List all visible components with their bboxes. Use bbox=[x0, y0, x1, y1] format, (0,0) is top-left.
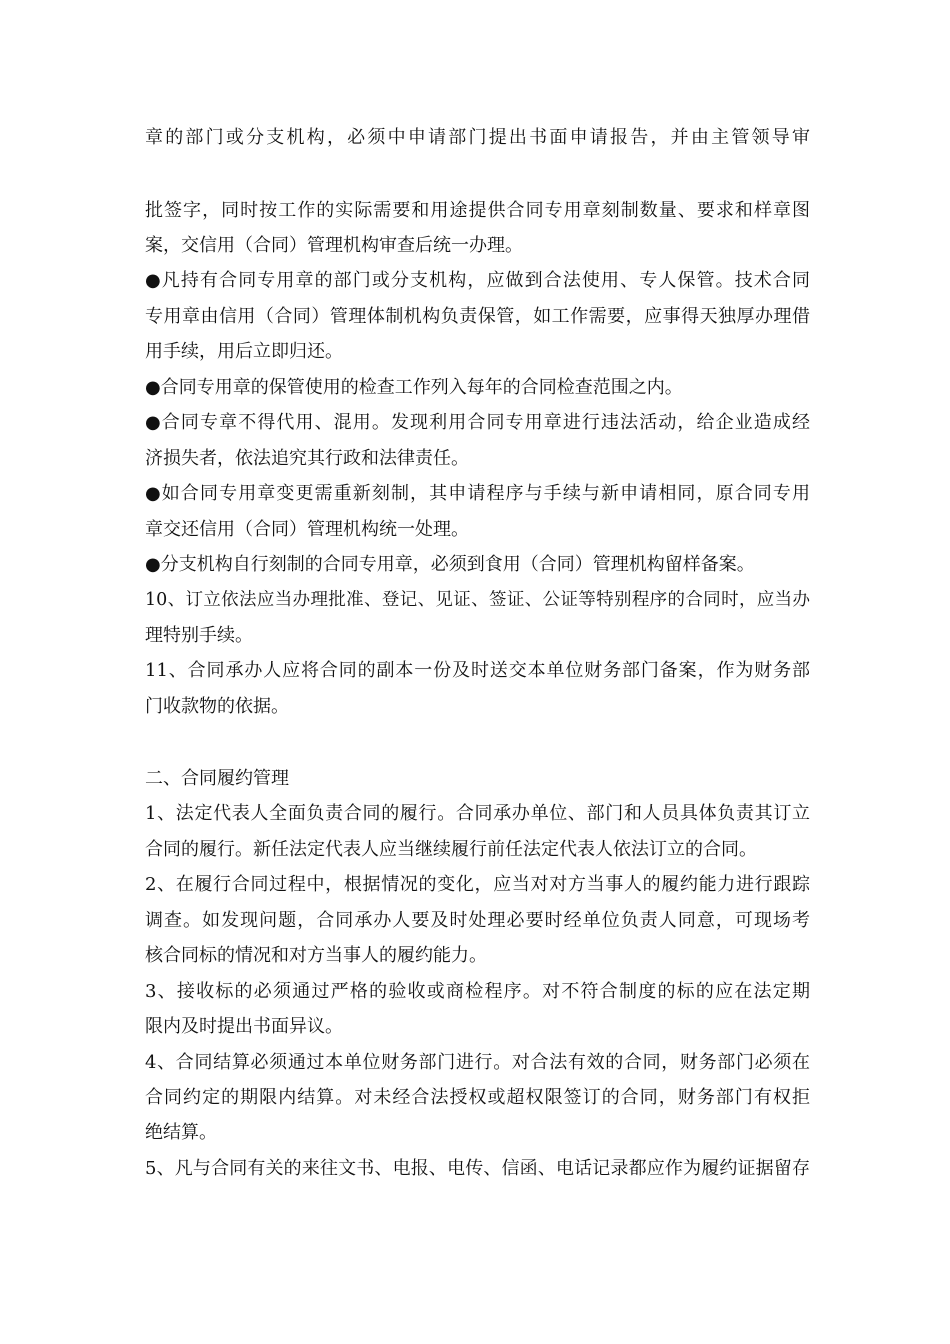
text-line: 章交还信用（合同）管理机构统一处理。 bbox=[145, 519, 469, 540]
text-line: ●分支机构自行刻制的合同专用章，必须到食用（合同）管理机构留样备案。 bbox=[145, 554, 755, 575]
text-line: 2、在履行合同过程中，根据情况的变化，应当对对方当事人的履约能力进行跟踪 bbox=[145, 874, 810, 895]
text-line: 调查。如发现问题，合同承办人要及时处理必要时经单位负责人同意，可现场考 bbox=[145, 910, 810, 931]
text-line: 限内及时提出书面异议。 bbox=[145, 1016, 343, 1037]
text-line: 济损失者，依法追究其行政和法律责任。 bbox=[145, 448, 469, 469]
text-line: 章的部门或分支机构，必须中申请部门提出书面申请报告，并由主管领导审 bbox=[145, 127, 810, 148]
text-line: 案，交信用（合同）管理机构审查后统一办理。 bbox=[145, 235, 523, 256]
text-line: 合同约定的期限内结算。对未经合法授权或超权限签订的合同，财务部门有权拒 bbox=[145, 1087, 810, 1108]
text-line: 3、接收标的必须通过严格的验收或商检程序。对不符合制度的标的应在法定期 bbox=[145, 981, 810, 1002]
text-line: 理特别手续。 bbox=[145, 625, 253, 646]
text-line: 1、法定代表人全面负责合同的履行。合同承办单位、部门和人员具体负责其订立 bbox=[145, 803, 810, 824]
text-line: 5、凡与合同有关的来往文书、电报、电传、信函、电话记录都应作为履约证据留存 bbox=[145, 1158, 810, 1179]
text-line: ●合同专章不得代用、混用。发现利用合同专用章进行违法活动，给企业造成经 bbox=[145, 412, 810, 433]
text-line: 用手续，用后立即归还。 bbox=[145, 341, 343, 362]
text-line: 10、订立依法应当办理批准、登记、见证、签证、公证等特别程序的合同时，应当办 bbox=[145, 590, 810, 610]
text-line: 核合同标的情况和对方当事人的履约能力。 bbox=[145, 945, 487, 966]
text-line: ●合同专用章的保管使用的检查工作列入每年的合同检查范围之内。 bbox=[145, 377, 683, 398]
text-line: 批签字，同时按工作的实际需要和用途提供合同专用章刻制数量、要求和样章图 bbox=[145, 200, 810, 221]
text-line: 绝结算。 bbox=[145, 1122, 217, 1143]
text-line: 专用章由信用（合同）管理体制机构负责保管，如工作需要，应事得天独厚办理借 bbox=[145, 306, 810, 327]
text-line: ●如合同专用章变更需重新刻制，其申请程序与手续与新申请相同，原合同专用 bbox=[145, 483, 810, 504]
section-heading: 二、合同履约管理 bbox=[145, 768, 289, 789]
text-line: 4、合同结算必须通过本单位财务部门进行。对合法有效的合同，财务部门必须在 bbox=[145, 1052, 810, 1073]
text-line: 合同的履行。新任法定代表人应当继续履行前任法定代表人依法订立的合同。 bbox=[145, 839, 757, 860]
text-line: ●凡持有合同专用章的部门或分支机构，应做到合法使用、专人保管。技术合同 bbox=[145, 270, 810, 291]
text-line: 11、合同承办人应将合同的副本一份及时送交本单位财务部门备案，作为财务部 bbox=[145, 660, 810, 681]
text-line: 门收款物的依据。 bbox=[145, 696, 289, 717]
